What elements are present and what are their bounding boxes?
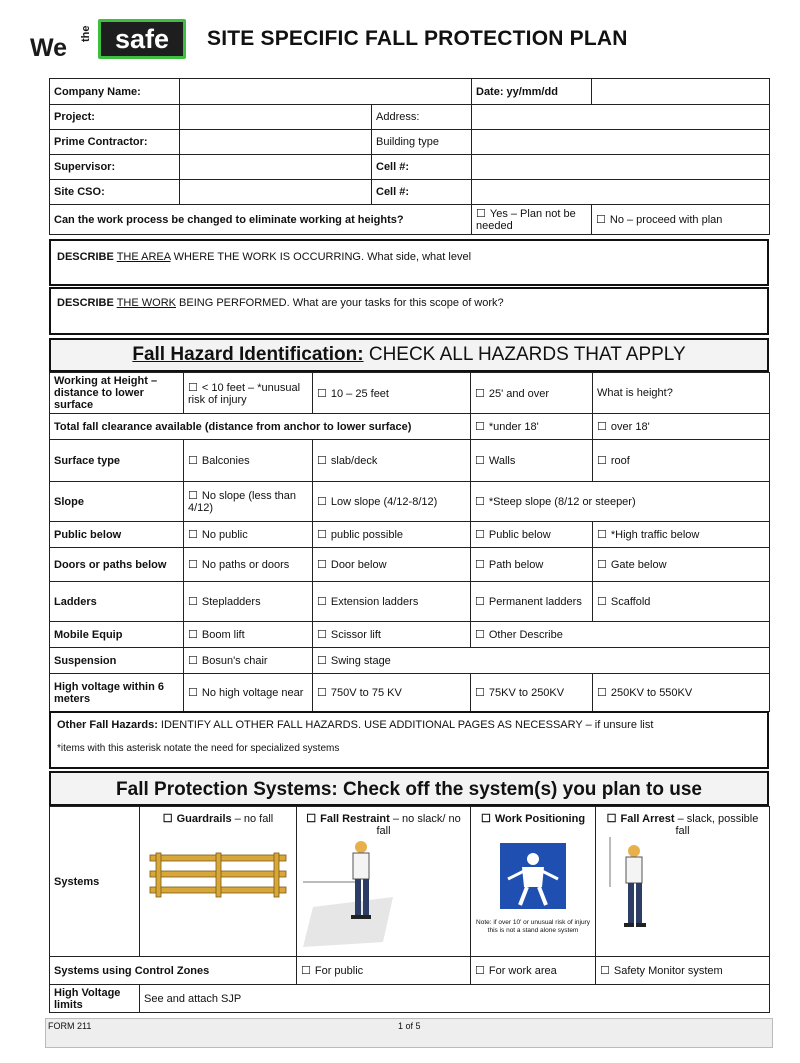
worker-arrest-illustration	[604, 837, 674, 947]
checkbox-no-high-voltage[interactable]: ☐ No high voltage near	[184, 674, 313, 712]
hazard-section-header	[49, 338, 769, 372]
checkbox-height-10-25[interactable]: ☐ 10 – 25 feet	[313, 373, 471, 414]
field-prime-contractor[interactable]	[180, 130, 372, 155]
checkbox-swing-stage[interactable]: ☐ Swing stage	[313, 648, 770, 674]
logo	[30, 14, 190, 64]
checkbox-750v-75kv[interactable]: ☐ 750V to 75 KV	[313, 674, 471, 712]
checkbox-height-under-10[interactable]: ☐ < 10 feet – *unusual risk of injury	[184, 373, 313, 414]
work-positioning-pictogram	[500, 843, 566, 909]
logo-safe: safe	[98, 19, 186, 59]
footer-bar	[45, 1018, 773, 1048]
hv-limits-text: See and attach SJP	[140, 985, 770, 1013]
systems-table	[49, 806, 770, 1013]
label-supervisor: Supervisor:	[50, 155, 180, 180]
worker-restraint-illustration	[303, 837, 463, 947]
system-guardrails[interactable]	[140, 807, 297, 957]
form-number: FORM 211	[48, 1021, 92, 1031]
checkbox-fall-arrest[interactable]: ☐ Fall Arrest	[607, 813, 675, 825]
fall-restraint-desc: – no slack/ no fall	[376, 813, 461, 837]
checkbox-height-25-over[interactable]: ☐ 25' and over	[471, 373, 593, 414]
hazard-label-height: Working at Height – distance to lower surface	[50, 373, 184, 414]
guardrail-illustration	[146, 851, 291, 901]
label-project: Project:	[50, 105, 180, 130]
checkbox-guardrails[interactable]: ☐ Guardrails	[163, 813, 232, 825]
hazard-label-slope: Slope	[50, 482, 184, 522]
checkbox-yes[interactable]: ☐ Yes – Plan not be needed	[472, 205, 592, 235]
checkbox-balconies[interactable]: ☐ Balconies	[184, 440, 313, 482]
checkbox-walls[interactable]: ☐ Walls	[471, 440, 593, 482]
page-number: 1 of 5	[398, 1021, 421, 1031]
checkbox-door-below[interactable]: ☐ Door below	[313, 548, 471, 582]
describe-work-lead: DESCRIBE	[57, 297, 114, 309]
fall-arrest-desc: – slack, possible fall	[675, 813, 759, 837]
checkbox-roof[interactable]: ☐ roof	[593, 440, 770, 482]
hazard-label-surface: Surface type	[50, 440, 184, 482]
checkbox-clearance-over-18[interactable]: ☐ over 18'	[593, 414, 770, 440]
describe-area-underline: THE AREA	[116, 251, 171, 263]
system-fall-arrest[interactable]	[596, 807, 770, 957]
field-site-cso[interactable]	[180, 180, 372, 205]
field-company-name[interactable]	[180, 79, 472, 105]
other-hazards-rest: IDENTIFY ALL OTHER FALL HAZARDS. USE ADDITIONAL PAGES AS NECESSARY – if unsure list	[160, 719, 654, 731]
checkbox-high-traffic[interactable]: ☐ *High traffic below	[593, 522, 770, 548]
checkbox-public-below[interactable]: ☐ Public below	[471, 522, 593, 548]
checkbox-scissor-lift[interactable]: ☐ Scissor lift	[313, 622, 471, 648]
checkbox-fall-restraint[interactable]: ☐ Fall Restraint	[306, 813, 390, 825]
hazard-header-rest: CHECK ALL HAZARDS THAT APPLY	[368, 344, 686, 365]
hazard-table	[49, 372, 770, 712]
checkbox-no-public[interactable]: ☐ No public	[184, 522, 313, 548]
info-table	[49, 78, 770, 235]
checkbox-other-describe[interactable]: ☐ Other Describe	[471, 622, 770, 648]
checkbox-gate-below[interactable]: ☐ Gate below	[593, 548, 770, 582]
describe-area-lead: DESCRIBE	[57, 251, 114, 263]
checkbox-work-positioning[interactable]: ☐ Work Positioning	[481, 813, 585, 825]
describe-work-box[interactable]	[49, 287, 769, 335]
label-company-name: Company Name:	[50, 79, 180, 105]
work-positioning-note: Note: if over 10' or unusual risk of injury this is not a stand alone system	[476, 919, 590, 934]
hazard-label-ladders: Ladders	[50, 582, 184, 622]
checkbox-bosuns-chair[interactable]: ☐ Bosun's chair	[184, 648, 313, 674]
logo-the: the	[80, 25, 92, 42]
hazard-label-public: Public below	[50, 522, 184, 548]
field-cell-2[interactable]	[472, 180, 770, 205]
label-address: Address:	[372, 105, 472, 130]
asterisk-note: *items with this asterisk notate the need for specialized systems	[57, 743, 340, 754]
checkbox-slab-deck[interactable]: ☐ slab/deck	[313, 440, 471, 482]
label-cell-2: Cell #:	[372, 180, 472, 205]
describe-work-underline: THE WORK	[116, 297, 176, 309]
other-hazards-box[interactable]	[49, 711, 769, 769]
other-hazards-bold: Other Fall Hazards:	[57, 719, 158, 731]
checkbox-no-slope[interactable]: ☐ No slope (less than 4/12)	[184, 482, 313, 522]
label-cell-1: Cell #:	[372, 155, 472, 180]
guardrails-desc: – no fall	[234, 813, 274, 825]
systems-section-header: Fall Protection Systems: Check off the system(s) you plan to use	[49, 771, 769, 806]
describe-area-box[interactable]	[49, 239, 769, 286]
checkbox-for-work-area[interactable]: ☐ For work area	[471, 957, 596, 985]
field-date[interactable]	[592, 79, 770, 105]
logo-we: We	[30, 34, 68, 62]
field-supervisor[interactable]	[180, 155, 372, 180]
field-address[interactable]	[472, 105, 770, 130]
checkbox-250kv-550kv[interactable]: ☐ 250KV to 550KV	[593, 674, 770, 712]
checkbox-permanent-ladders[interactable]: ☐ Permanent ladders	[471, 582, 593, 622]
checkbox-public-possible[interactable]: ☐ public possible	[313, 522, 471, 548]
field-project[interactable]	[180, 105, 372, 130]
checkbox-low-slope[interactable]: ☐ Low slope (4/12-8/12)	[313, 482, 471, 522]
hazard-label-mobile: Mobile Equip	[50, 622, 184, 648]
question-text: Can the work process be changed to eliminate working at heights?	[50, 205, 472, 235]
describe-area-rest: WHERE THE WORK IS OCCURRING. What side, what level	[173, 251, 472, 263]
checkbox-boom-lift[interactable]: ☐ Boom lift	[184, 622, 313, 648]
hazard-label-doors: Doors or paths below	[50, 548, 184, 582]
checkbox-no[interactable]: ☐ No – proceed with plan	[592, 205, 770, 235]
hazard-label-suspension: Suspension	[50, 648, 184, 674]
field-building-type[interactable]	[472, 130, 770, 155]
hazard-label-clearance: Total fall clearance available (distance from anchor to lower surface)	[50, 414, 471, 440]
hv-limits-label: High Voltage limits	[50, 985, 140, 1013]
hazard-header-bold: Fall Hazard Identification:	[132, 344, 364, 365]
system-work-positioning[interactable]	[471, 807, 596, 957]
page-title: SITE SPECIFIC FALL PROTECTION PLAN	[207, 27, 628, 50]
checkbox-steep-slope[interactable]: ☐ *Steep slope (8/12 or steeper)	[471, 482, 770, 522]
system-fall-restraint[interactable]	[297, 807, 471, 957]
label-site-cso: Site CSO:	[50, 180, 180, 205]
checkbox-safety-monitor[interactable]: ☐ Safety Monitor system	[596, 957, 770, 985]
field-what-height[interactable]: What is height?	[593, 373, 770, 414]
systems-label: Systems	[50, 807, 140, 957]
checkbox-extension-ladders[interactable]: ☐ Extension ladders	[313, 582, 471, 622]
checkbox-scaffold[interactable]: ☐ Scaffold	[593, 582, 770, 622]
label-date: Date: yy/mm/dd	[472, 79, 592, 105]
label-prime-contractor: Prime Contractor:	[50, 130, 180, 155]
checkbox-path-below[interactable]: ☐ Path below	[471, 548, 593, 582]
checkbox-no-paths[interactable]: ☐ No paths or doors	[184, 548, 313, 582]
field-cell-1[interactable]	[472, 155, 770, 180]
control-zones-label: Systems using Control Zones	[50, 957, 297, 985]
describe-work-rest: BEING PERFORMED. What are your tasks for this scope of work?	[179, 297, 504, 309]
hazard-label-voltage: High voltage within 6 meters	[50, 674, 184, 712]
checkbox-stepladders[interactable]: ☐ Stepladders	[184, 582, 313, 622]
label-building-type: Building type	[372, 130, 472, 155]
checkbox-clearance-under-18[interactable]: ☐ *under 18'	[471, 414, 593, 440]
checkbox-75kv-250kv[interactable]: ☐ 75KV to 250KV	[471, 674, 593, 712]
checkbox-for-public[interactable]: ☐ For public	[297, 957, 471, 985]
